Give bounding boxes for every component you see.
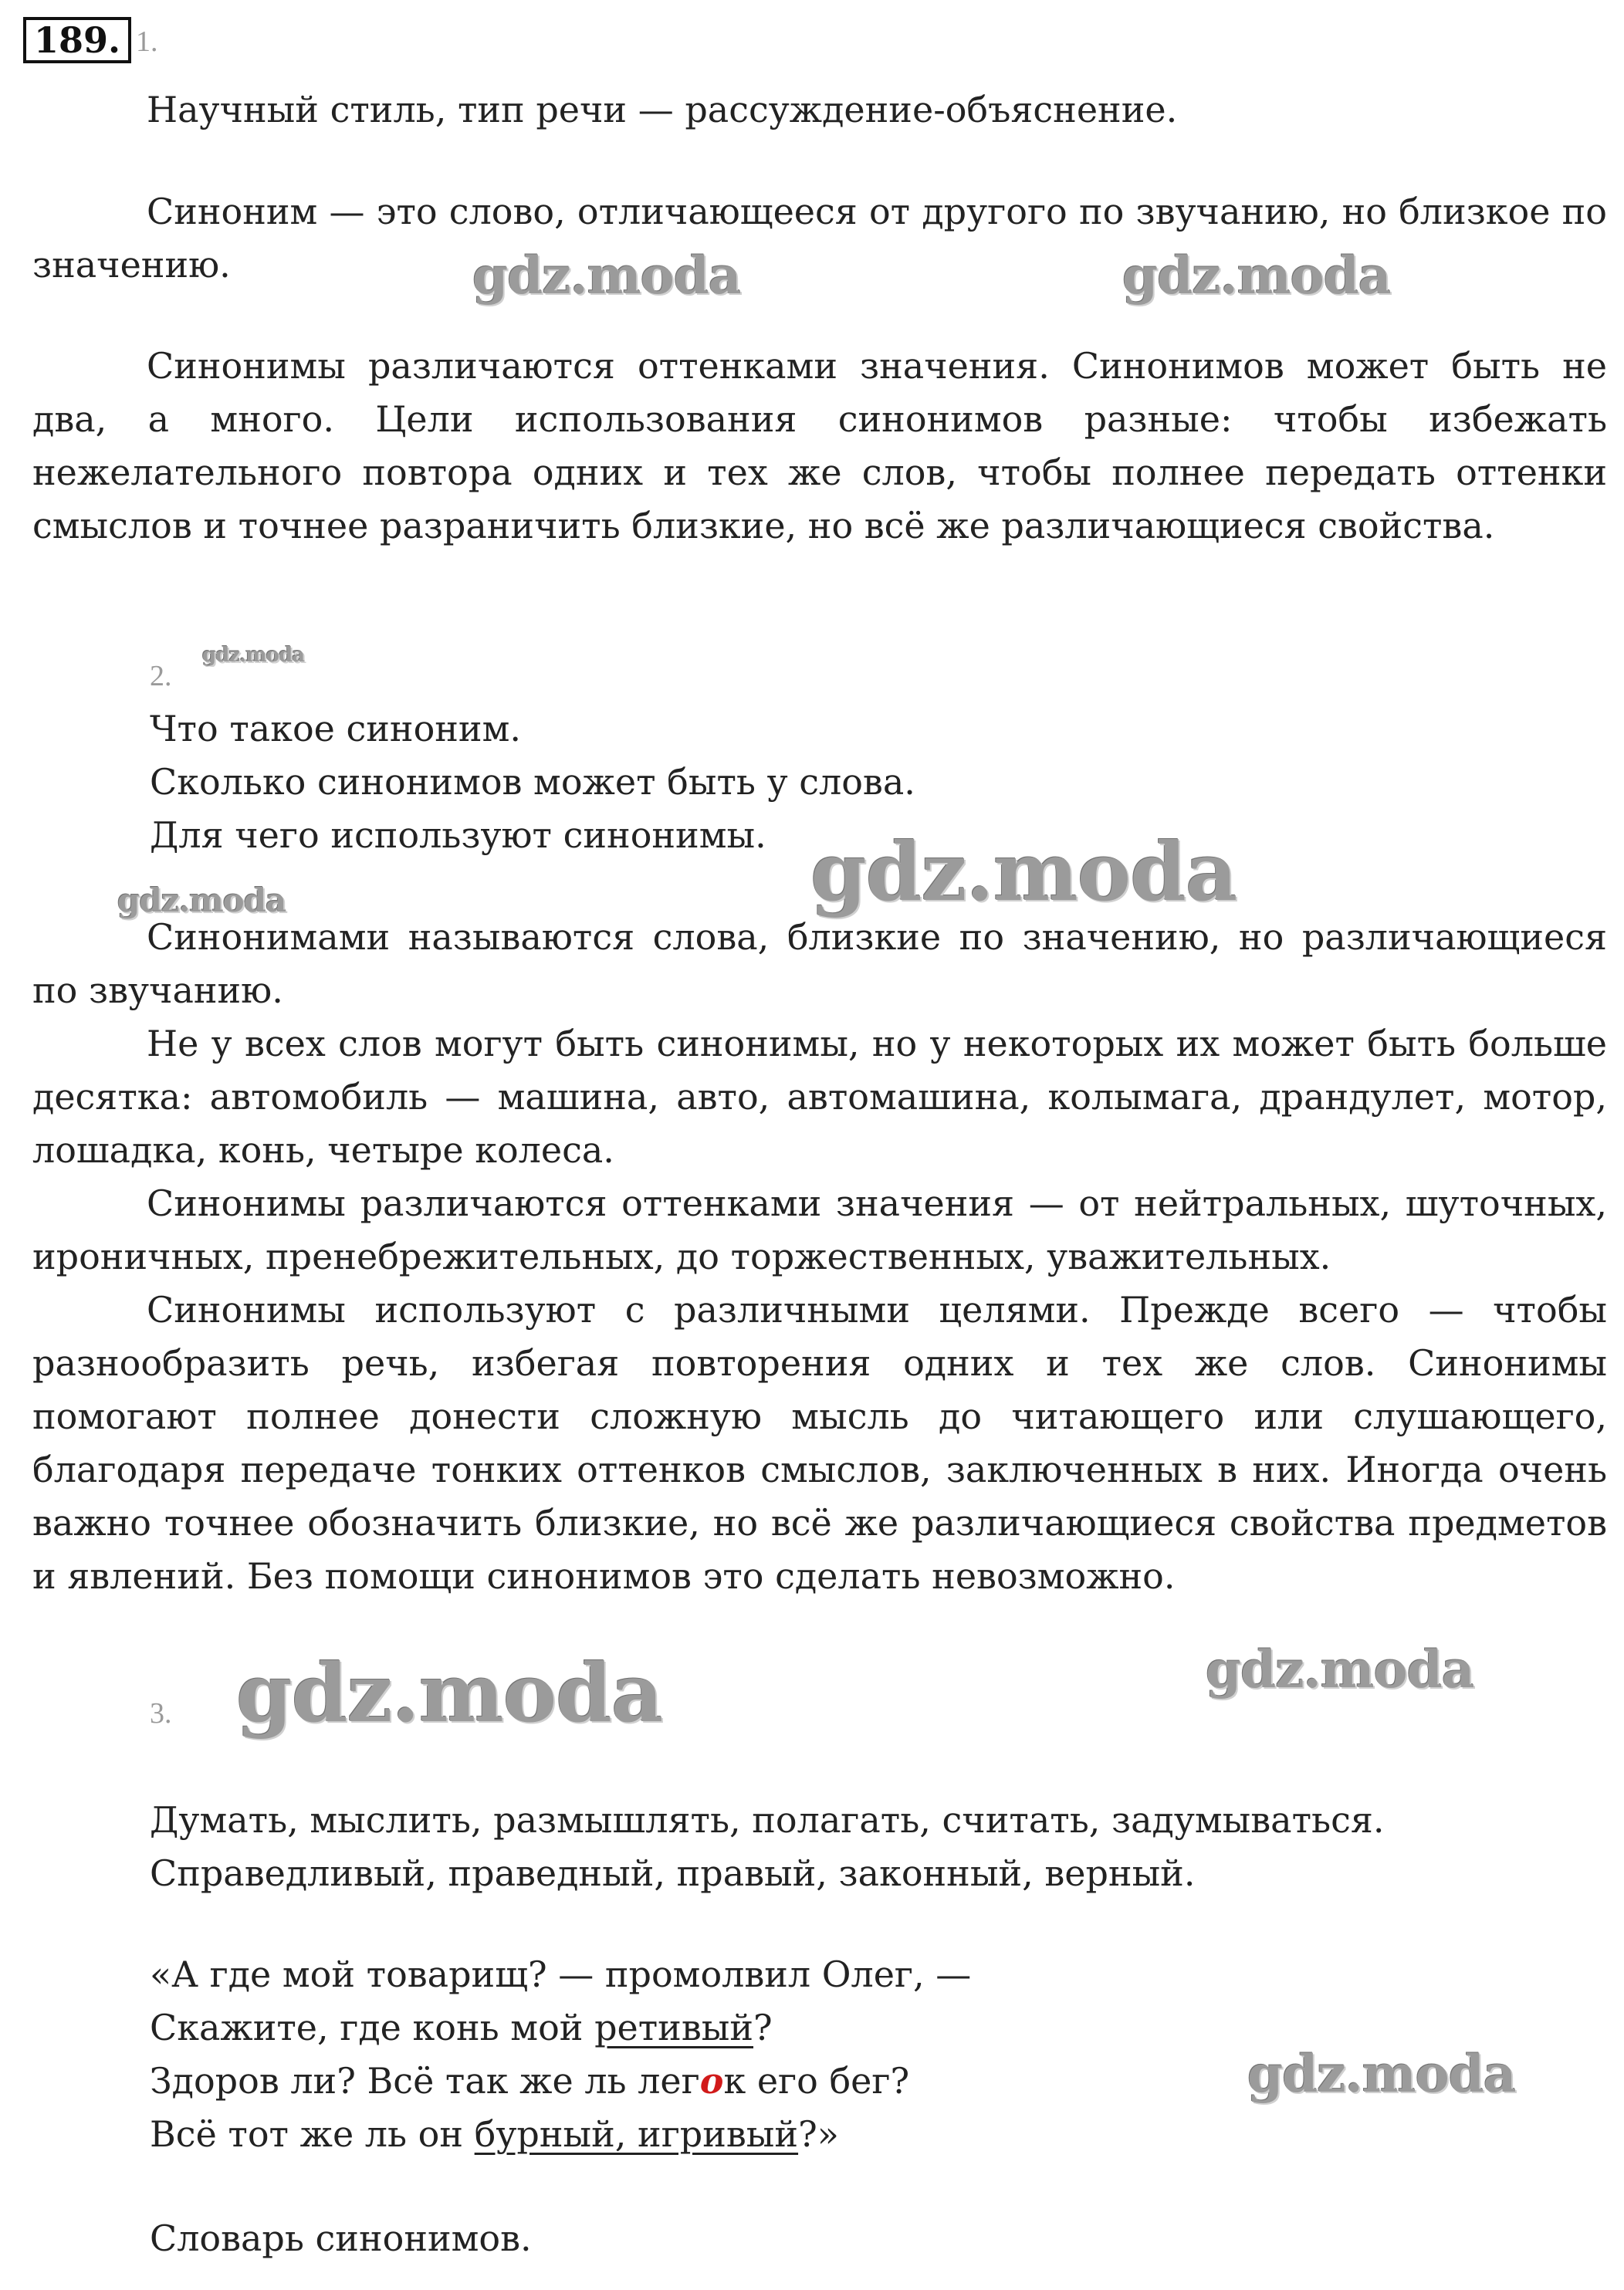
poem-line-4 <box>150 2108 971 2161</box>
section-3-synonym-rows <box>150 1794 1385 1900</box>
poem-line-1: «А где мой товарищ? — промолвил Олег, — <box>150 1953 972 1995</box>
answer-paragraph: Синонимы используют с различными целями. Прежде всего — чтобы разнообразить речь, избегая повторения одних и тех же слов. Синонимы помогают полнее донести сложную мысль до читающего или слушающего, благодаря передаче тонких оттенков смыслов, заключенных в них. Иногда очень важно точнее обозначить близкие, но всё же различающиеся свойства предметов и явлений. Без помощи синонимов это сделать невозможно. <box>32 1289 1607 1597</box>
task-number-box: 189. <box>23 17 131 63</box>
poem-text: Скажите, где конь мой <box>150 2007 595 2048</box>
section-2-number: 2. <box>150 660 172 692</box>
watermark: gdz.moda <box>117 881 286 919</box>
watermark: gdz.moda <box>1247 2044 1516 2104</box>
poem-text: к его бег? <box>723 2060 910 2102</box>
section-2-answers <box>32 911 1607 1603</box>
watermark: gdz.moda <box>810 824 1237 919</box>
watermark: gdz.moda <box>236 1646 663 1740</box>
section-2-questions <box>150 702 915 862</box>
poem-text: Всё тот же ль он <box>150 2113 475 2155</box>
definition-text: Синоним — это слово, отличающееся от другого по звучанию, но близкое по значению. <box>32 191 1607 286</box>
question-line: Для чего используют синонимы. <box>150 814 766 856</box>
section-1-number: 1. <box>136 25 158 58</box>
section-1-paragraph <box>32 340 1607 553</box>
footer-line: Словарь синонимов. <box>150 2217 532 2259</box>
section-3-number: 3. <box>150 1697 172 1730</box>
underlined-words: бурный, игривый <box>474 2113 799 2155</box>
poem-text: ? <box>753 2007 773 2048</box>
paragraph-text: Синонимы различаются оттенками значения. Синонимов может быть не два, а много. Цели использования синонимов разные: чтобы избежать нежелательного повтора одних и тех же слов, чтобы полнее передать оттенки смыслов и точнее разраничить близкие, но всё же различающиеся свойства. <box>32 345 1607 546</box>
poem-line-2 <box>150 2001 971 2055</box>
poem-text: ?» <box>798 2113 839 2155</box>
poem <box>150 1948 971 2161</box>
underlined-word: ретивый <box>594 2007 754 2048</box>
watermark: gdz.moda <box>202 644 305 667</box>
question-line: Что такое синоним. <box>150 708 521 749</box>
synonym-row: Думать, мыслить, размышлять, полагать, считать, задумываться. <box>150 1799 1385 1841</box>
poem-line-3 <box>150 2055 971 2108</box>
question-line: Сколько синонимов может быть у слова. <box>150 761 915 803</box>
watermark: gdz.moda <box>1122 245 1391 306</box>
answer-paragraph: Синонимами называются слова, близкие по значению, но различающиеся по звучанию. <box>32 916 1607 1011</box>
stress-letter: о <box>699 2060 724 2102</box>
section-3-footer <box>150 2212 532 2265</box>
answer-paragraph: Не у всех слов могут быть синонимы, но у некоторых их может быть больше десятка: автомобиль — машина, авто, автомашина, колымага, драндулет, мотор, лошадка, конь, четыре колеса. <box>32 1023 1607 1171</box>
synonym-row: Справедливый, праведный, правый, законный, верный. <box>150 1852 1196 1894</box>
watermark: gdz.moda <box>472 245 741 306</box>
poem-text: Здоров ли? Всё так же ль лег <box>150 2060 700 2102</box>
answer-paragraph: Синонимы различаются оттенками значения — от нейтральных, шуточных, ироничных, пренебрежительных, до торжественных, уважительных. <box>32 1182 1607 1277</box>
watermark: gdz.moda <box>1206 1639 1474 1700</box>
section-1-style-line <box>32 83 1607 137</box>
style-line-text: Научный стиль, тип речи — рассуждение-объяснение. <box>147 89 1178 130</box>
